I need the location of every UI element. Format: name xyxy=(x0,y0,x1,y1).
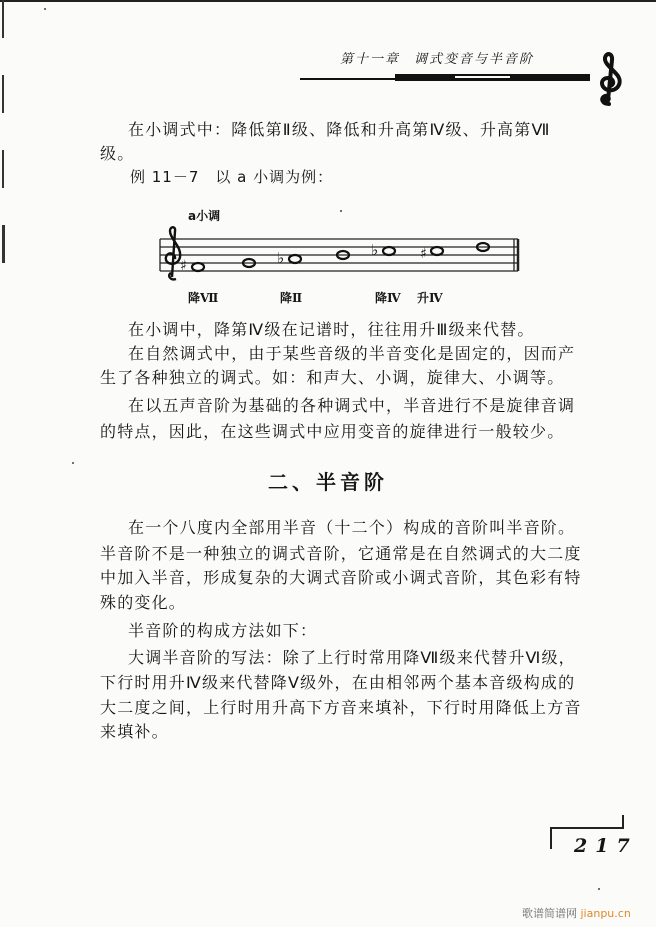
example-label: 例 11－7 以 a 小调为例： xyxy=(130,168,334,186)
paragraph-line: 在以五声音阶为基础的各种调式中，半音进行不是旋律音调 xyxy=(128,396,576,415)
page-number-frame xyxy=(551,827,624,829)
paragraph-line: 半音阶不是一种独立的调式音阶，它通常是在自然调式的大二度 xyxy=(100,544,582,563)
page-number: 217 xyxy=(574,835,638,857)
header-rule-gap xyxy=(455,76,510,78)
scan-speck xyxy=(340,210,342,212)
paragraph-line: 大二度之间，上行时用升高下方音来填补，下行时用降低上方音 xyxy=(100,698,582,717)
svg-text:♯: ♯ xyxy=(180,258,187,274)
paragraph-line: 中加入半音，形成复杂的大调式音阶或小调式音阶，其色彩有特 xyxy=(100,568,582,587)
chapter-title: 调式变音与半音阶 xyxy=(414,52,535,67)
score-key-label: a小调 xyxy=(188,209,221,223)
svg-text:♭: ♭ xyxy=(277,249,285,267)
paragraph-line: 在小调式中：降低第Ⅱ级、降低和升高第Ⅳ级、升高第Ⅶ xyxy=(128,120,551,139)
top-border xyxy=(0,0,656,2)
paragraph-line: 殊的变化。 xyxy=(100,593,187,612)
scan-speck xyxy=(72,462,74,464)
watermark-site-name: 歌谱简谱网 xyxy=(522,907,577,920)
treble-clef-icon xyxy=(592,50,626,106)
binding-line xyxy=(2,0,4,38)
binding-line xyxy=(2,150,4,188)
scan-speck xyxy=(598,888,600,890)
music-staff xyxy=(150,225,530,285)
binding-line xyxy=(2,225,5,263)
degree-label: 升Ⅳ xyxy=(417,291,443,305)
binding-line xyxy=(2,75,4,113)
page-number-frame xyxy=(550,827,552,849)
degree-label: 降Ⅳ xyxy=(375,291,401,305)
paragraph-line: 级。 xyxy=(100,144,135,163)
svg-text:♯: ♯ xyxy=(420,246,427,262)
watermark xyxy=(522,905,631,921)
paragraph-line: 下行时用升Ⅳ级来代替降Ⅴ级外，在由相邻两个基本音级构成的 xyxy=(100,673,576,692)
paragraph-line: 在小调中，降第Ⅳ级在记谱时，往往用升Ⅲ级来代替。 xyxy=(128,320,535,339)
paragraph-line: 的特点，因此，在这些调式中应用变音的旋律进行一般较少。 xyxy=(100,422,565,441)
degree-label: 降Ⅱ xyxy=(280,291,303,305)
page-number-frame xyxy=(622,815,624,829)
paragraph-line: 生了各种独立的调式。如：和声大、小调，旋律大、小调等。 xyxy=(100,368,565,387)
paragraph-line: 在自然调式中，由于某些音级的半音变化是固定的，因而产 xyxy=(128,344,576,363)
paragraph-line: 来填补。 xyxy=(100,722,169,741)
section-heading: 二、半音阶 xyxy=(268,470,388,494)
scan-speck xyxy=(44,8,46,10)
paragraph-line: 在一个八度内全部用半音（十二个）构成的音阶叫半音阶。 xyxy=(128,518,576,537)
watermark-domain: jianpu.cn xyxy=(580,907,631,920)
running-header xyxy=(340,48,534,67)
degree-label: 降Ⅶ xyxy=(188,291,219,305)
paragraph-line: 大调半音阶的写法：除了上行时常用降Ⅶ级来代替升Ⅵ级， xyxy=(128,648,576,667)
svg-text:♭: ♭ xyxy=(371,241,379,259)
paragraph-line: 半音阶的构成方法如下： xyxy=(128,621,318,640)
chapter-number: 第十一章 xyxy=(340,52,401,67)
